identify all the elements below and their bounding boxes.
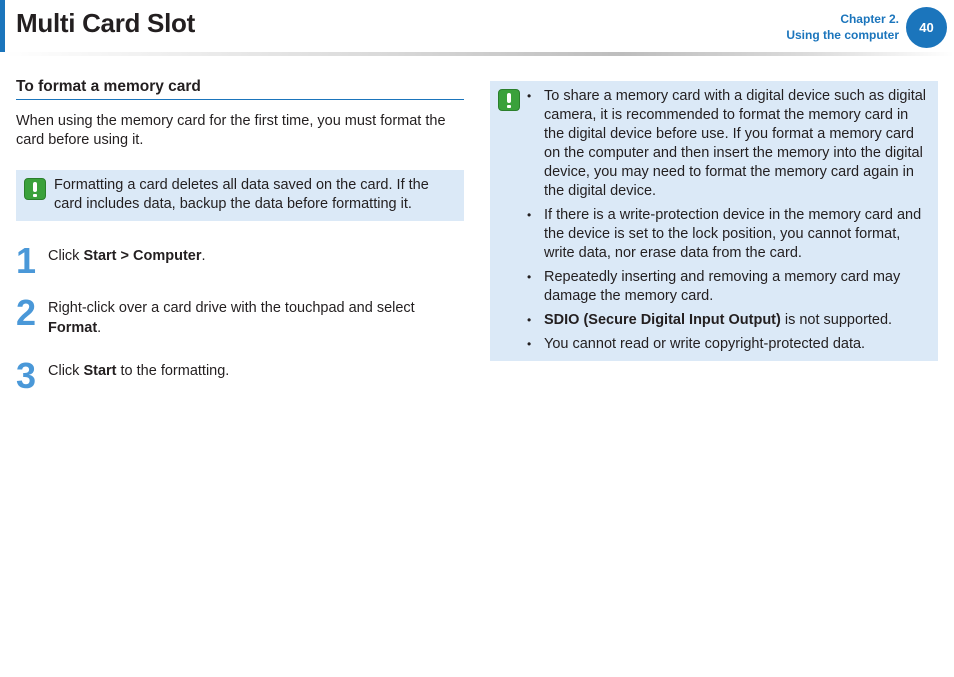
list-item: • If there is a write-protection device in the memory card and the device is set to the lock position, you cannot format, write data, nor erase data from the card. [526, 206, 930, 263]
page-number-badge: 40 [906, 7, 947, 48]
list-item: • SDIO (Secure Digital Input Output) is not supported. [526, 311, 930, 330]
side-notes-box [490, 81, 938, 361]
exclamation-icon [24, 178, 46, 200]
header-divider [5, 52, 954, 56]
step-text: Click Start to the formatting. [48, 363, 230, 379]
step-text: Click Start > Computer. [48, 248, 206, 264]
caution-note-text: Formatting a card deletes all data saved on the card. If the card includes data, backup the data before formatting it. [54, 177, 429, 212]
list-item: • To share a memory card with a digital device such as digital camera, it is recommended to format the memory card in the digital device before use. If you format a memory card on the computer and then insert the memory into the digital device, you may need to format the memory card again in the digital device. [526, 87, 930, 201]
list-item: • Repeatedly inserting and removing a memory card may damage the memory card. [526, 268, 930, 306]
page-title: Multi Card Slot [16, 8, 195, 38]
chapter-label [786, 11, 899, 43]
page-header [0, 0, 954, 56]
exclamation-icon [498, 89, 520, 111]
section-heading: To format a memory card [16, 78, 464, 100]
left-column [16, 78, 464, 396]
chapter-number: Chapter 2. [840, 12, 899, 26]
step-number: 2 [16, 292, 37, 333]
chapter-title: Using the computer [786, 28, 899, 42]
caution-note [16, 170, 464, 221]
step-number: 1 [16, 240, 37, 281]
list-item: • You cannot read or write copyright-protected data. [526, 335, 930, 354]
intro-paragraph: When using the memory card for the first time, you must format the card before using it. [16, 113, 446, 148]
step-text: Right-click over a card drive with the touchpad and select Format. [48, 300, 415, 336]
step-number: 3 [16, 355, 37, 396]
side-notes-list [526, 87, 930, 359]
header-accent-bar [0, 0, 5, 52]
